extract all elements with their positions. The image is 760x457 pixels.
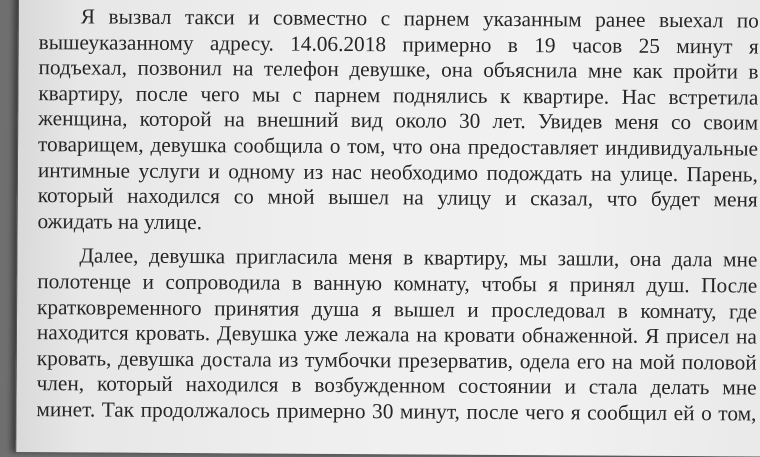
text-line-11: полотенце и сопроводила в ванную комнату, чтобы я принял душ. После xyxy=(37,269,758,298)
document-text xyxy=(36,0,759,427)
text-line-2: вышеуказанному адресу. 14.06.2018 примерно в 19 часов 25 минут я xyxy=(38,29,759,59)
text-line-15: член, который находился в возбужденном состоянии и стала делать мне xyxy=(36,371,757,400)
text-line-16: минет. Так продолжалось примерно 30 минут, после чего я сообщил ей о том, xyxy=(36,397,757,426)
text-line-12: кратковременного принятия душа я вышел и проследовал в комнату, где xyxy=(37,294,758,324)
text-line-3: подъехал, позвонил на телефон девушке, она объяснила мне как пройти в xyxy=(38,55,759,84)
text-line-9: ожидать на улице. xyxy=(37,208,203,234)
text-line-1: Я вызвал такси и совместно с парнем указанным ранее выехал по xyxy=(80,4,759,33)
text-line-5: женщина, которой на внешний вид около 30 лет. Увидев меня со своим xyxy=(38,106,759,135)
text-line-4: квартиру, после чего мы с парнем поднялись к квартире. Нас встретила xyxy=(38,80,759,110)
text-line-6: товарищем, девушка сообщила о том, что она предоставляет индивидуальные xyxy=(37,132,759,161)
text-line-14: кровать, девушка достала из тумбочки презерватив, одела его на мой половой xyxy=(36,345,757,375)
text-line-10: Далее, девушка пригласила меня в квартиру, мы зашли, она дала мне xyxy=(79,243,758,272)
text-line-8: который находился со мной вышел на улицу и сказал, что будет меня xyxy=(37,183,758,212)
text-line-7: интимные услуги и одному из нас необходимо подождать на улице. Парень, xyxy=(37,157,758,187)
text-line-13: находится кровать. Девушка уже лежала на кровати обнаженной. Я присел на xyxy=(36,320,757,349)
document-page xyxy=(15,0,760,457)
